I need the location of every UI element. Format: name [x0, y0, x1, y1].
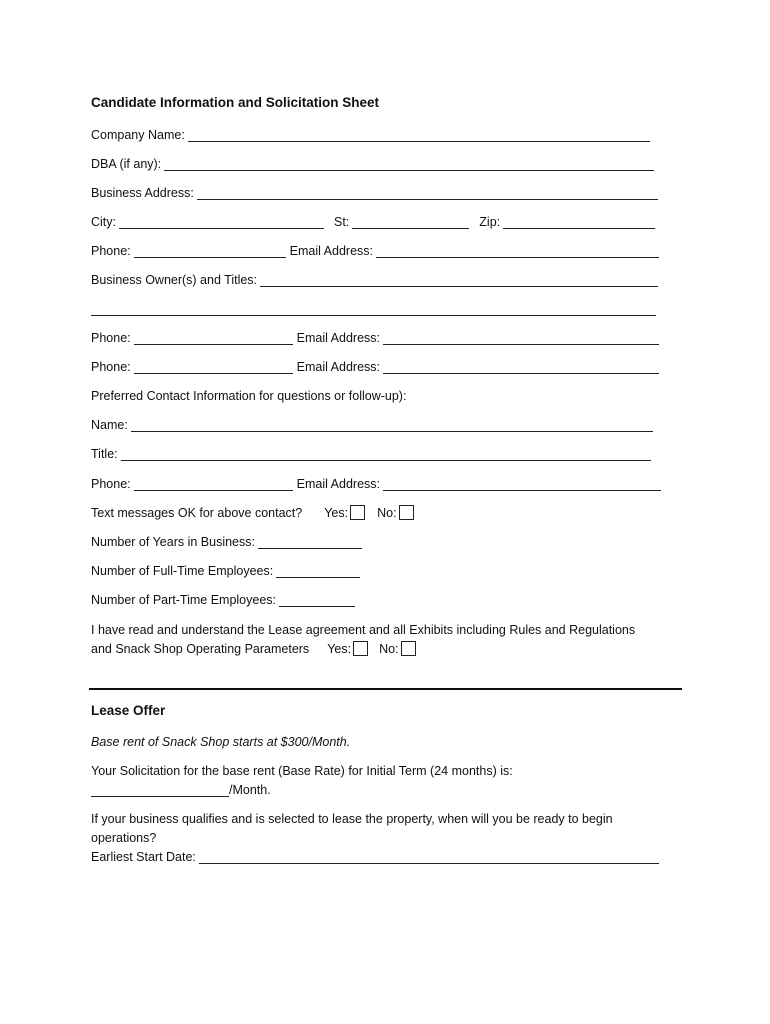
email-field[interactable] — [383, 360, 659, 374]
start-date-row — [91, 846, 659, 864]
state-label: St: — [334, 215, 350, 229]
parttime-field[interactable] — [279, 593, 355, 607]
years-row — [91, 531, 362, 549]
owners-field-2[interactable] — [91, 302, 656, 316]
owners-row-2 — [91, 298, 656, 316]
email-field[interactable] — [383, 331, 659, 345]
contact-title-row — [91, 443, 651, 461]
ready-text-2: operations? — [91, 831, 157, 845]
rent-amount-row — [91, 779, 271, 797]
solicitation-text: Your Solicitation for the base rent (Base Rate) for Initial Term (24 months) is: — [91, 764, 513, 778]
email-field[interactable] — [383, 477, 661, 491]
contact-title-label: Title: — [91, 447, 118, 461]
zip-field[interactable] — [503, 215, 655, 229]
solicitation-row — [91, 760, 513, 778]
text-ok-row — [91, 502, 414, 520]
fulltime-label: Number of Full-Time Employees: — [91, 564, 274, 578]
fulltime-row — [91, 560, 360, 578]
company-name-row — [91, 124, 650, 142]
lease-ack-yes-checkbox[interactable] — [353, 641, 368, 656]
rent-amount-field[interactable] — [91, 783, 229, 797]
zip-label: Zip: — [479, 215, 501, 229]
years-field[interactable] — [258, 535, 362, 549]
parttime-label: Number of Part-Time Employees: — [91, 593, 277, 607]
text-ok-yes-label: Yes: — [324, 506, 349, 520]
phone-label: Phone: — [91, 477, 131, 491]
city-label: City: — [91, 215, 116, 229]
business-address-field[interactable] — [197, 186, 658, 200]
phone-field[interactable] — [134, 331, 293, 345]
contact-name-field[interactable] — [131, 418, 653, 432]
lease-ack-text-2: and Snack Shop Operating Parameters — [91, 642, 310, 656]
owners-row — [91, 269, 658, 287]
lease-ack-no-checkbox[interactable] — [401, 641, 416, 656]
ready-line-1 — [91, 808, 613, 826]
start-date-field[interactable] — [199, 850, 659, 864]
email-field[interactable] — [376, 244, 659, 258]
phone-label: Phone: — [91, 244, 131, 258]
section-divider — [89, 688, 682, 690]
lease-ack-line-2 — [91, 638, 416, 656]
text-ok-label: Text messages OK for above contact? — [91, 506, 303, 520]
owners-label: Business Owner(s) and Titles: — [91, 273, 258, 287]
preferred-contact-label: Preferred Contact Information for questions or follow-up): — [91, 389, 407, 403]
phone-label: Phone: — [91, 331, 131, 345]
per-month-label: /Month. — [229, 783, 271, 797]
contact-title-field[interactable] — [121, 447, 651, 461]
base-rent-text: Base rent of Snack Shop starts at $300/Month. — [91, 735, 351, 749]
text-ok-no-checkbox[interactable] — [399, 505, 414, 520]
city-state-zip-row — [91, 211, 655, 229]
lease-ack-yes-label: Yes: — [327, 642, 352, 656]
phone-field[interactable] — [134, 244, 286, 258]
years-label: Number of Years in Business: — [91, 535, 255, 549]
owners-field[interactable] — [260, 273, 658, 287]
city-field[interactable] — [119, 215, 324, 229]
phone-email-row-2 — [91, 327, 659, 345]
phone-field[interactable] — [134, 360, 293, 374]
parttime-row — [91, 589, 355, 607]
dba-label: DBA (if any): — [91, 157, 162, 171]
preferred-contact-heading — [91, 385, 406, 403]
phone-label: Phone: — [91, 360, 131, 374]
dba-row — [91, 153, 654, 171]
phone-email-row-3 — [91, 356, 659, 374]
text-ok-no-label: No: — [377, 506, 397, 520]
company-name-field[interactable] — [188, 128, 650, 142]
phone-email-row-1 — [91, 240, 659, 258]
contact-name-label: Name: — [91, 418, 128, 432]
lease-ack-no-label: No: — [379, 642, 399, 656]
fulltime-field[interactable] — [276, 564, 360, 578]
ready-line-2 — [91, 827, 156, 845]
phone-email-row-4 — [91, 473, 661, 491]
form-title: Candidate Information and Solicitation Sheet — [91, 95, 380, 110]
email-label: Email Address: — [296, 331, 380, 345]
company-name-label: Company Name: — [91, 128, 185, 142]
lease-ack-text-1: I have read and understand the Lease agreement and all Exhibits including Rules and Regulations — [91, 623, 636, 637]
email-label: Email Address: — [289, 244, 373, 258]
dba-field[interactable] — [164, 157, 654, 171]
phone-field[interactable] — [134, 477, 293, 491]
lease-offer-heading: Lease Offer — [91, 703, 166, 718]
text-ok-yes-checkbox[interactable] — [350, 505, 365, 520]
state-field[interactable] — [352, 215, 469, 229]
ready-text-1: If your business qualifies and is selected to lease the property, when will you be ready to begin — [91, 812, 613, 826]
start-date-label: Earliest Start Date: — [91, 850, 196, 864]
business-address-row — [91, 182, 658, 200]
business-address-label: Business Address: — [91, 186, 194, 200]
email-label: Email Address: — [296, 477, 380, 491]
base-rent-row — [91, 731, 350, 749]
email-label: Email Address: — [296, 360, 380, 374]
contact-name-row — [91, 414, 653, 432]
lease-ack-line-1 — [91, 619, 635, 637]
